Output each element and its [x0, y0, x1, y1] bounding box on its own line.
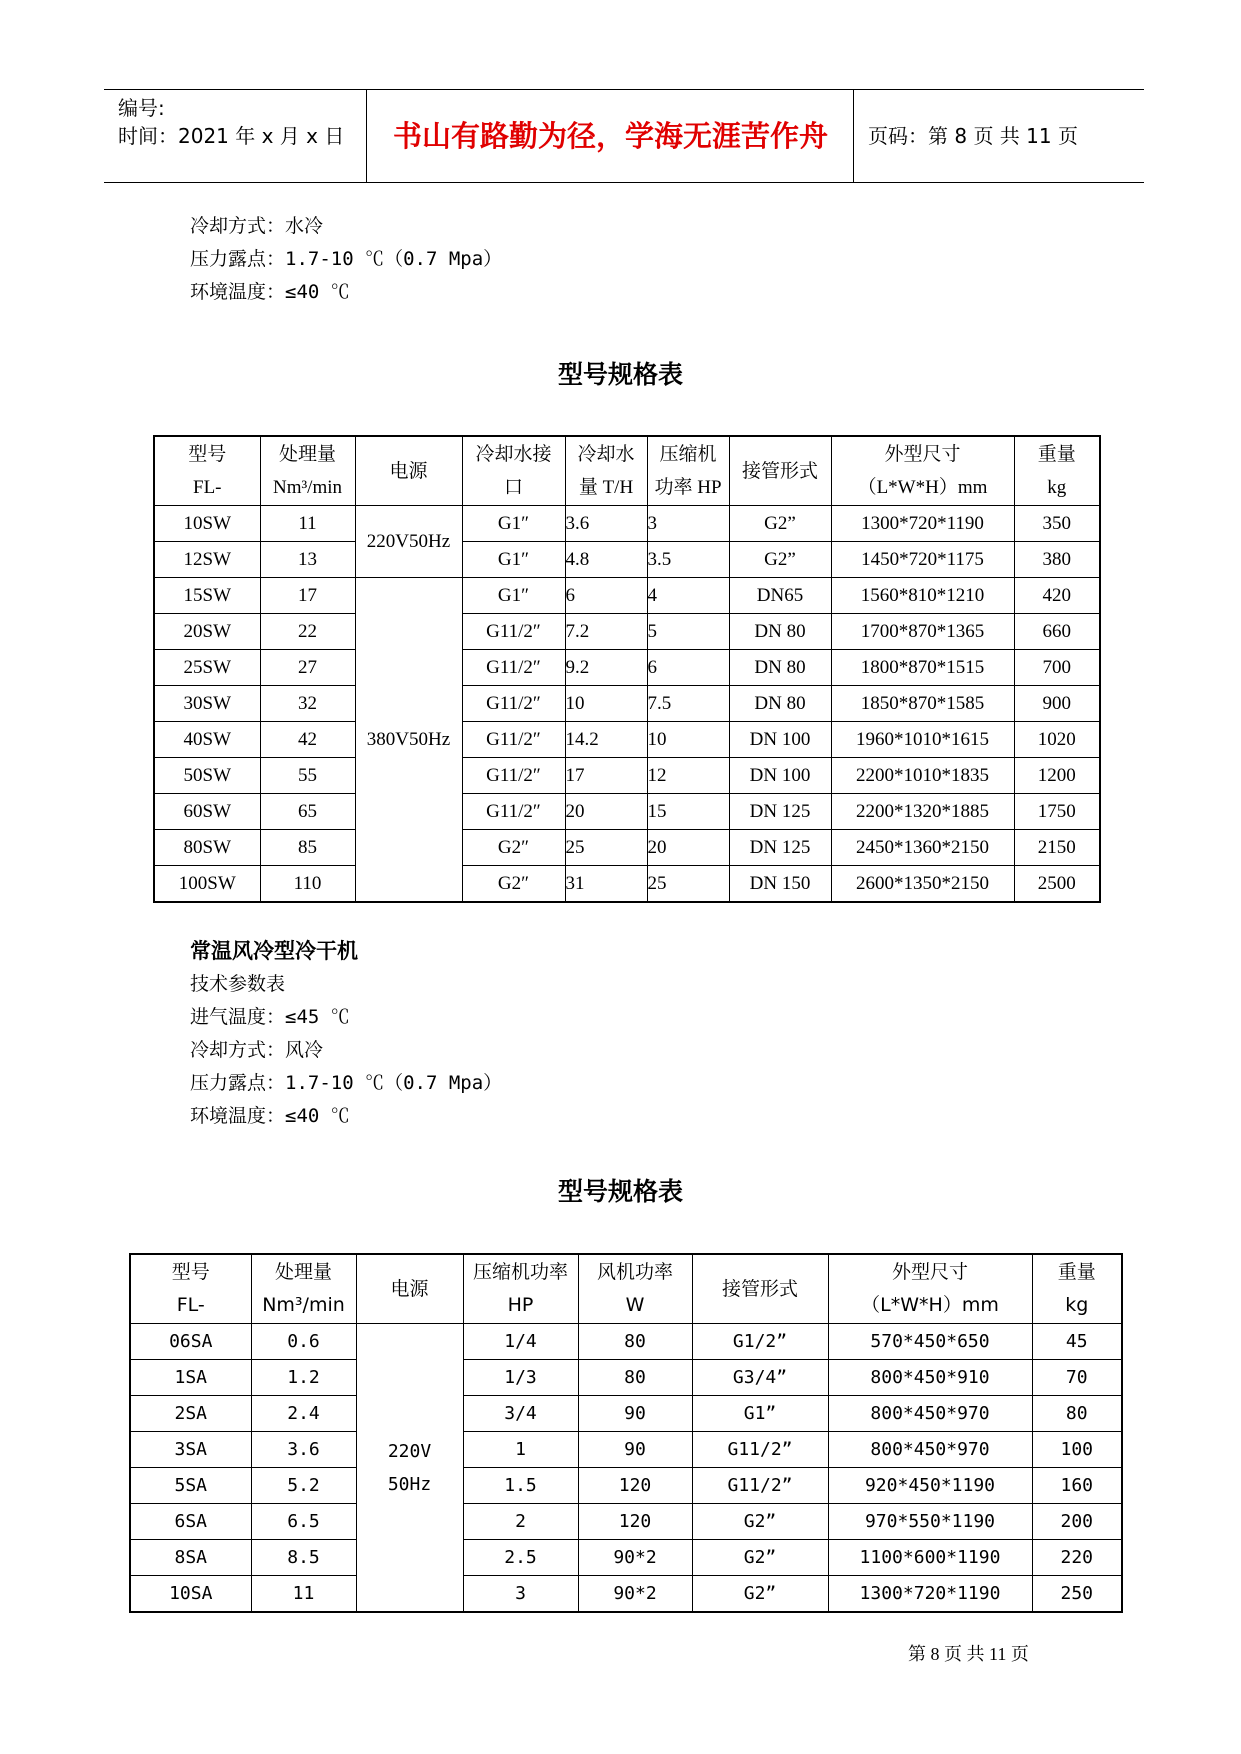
table-row	[130, 1324, 1122, 1360]
header-cell-line: 压缩机功率	[472, 1261, 568, 1283]
cell-water-flow: 31	[565, 866, 647, 903]
cell-power	[356, 1324, 463, 1613]
cell-fan-power: 90	[578, 1396, 692, 1432]
header-cell-line: HP	[507, 1294, 534, 1316]
header-cell-line: （L*W*H）mm	[857, 477, 988, 498]
cell-size: 920*450*1190	[828, 1468, 1032, 1504]
cell-power: 380V50Hz	[355, 578, 462, 903]
cell-weight: 200	[1032, 1504, 1122, 1540]
cell-water-flow: 25	[565, 830, 647, 866]
cell-weight: 100	[1032, 1432, 1122, 1468]
header-cell	[355, 436, 462, 506]
cell-model: 80SW	[154, 830, 260, 866]
cell-compressor-hp: 3	[647, 506, 729, 542]
cell-model: 40SW	[154, 722, 260, 758]
cell-weight: 1200	[1014, 758, 1100, 794]
header-cell-line: FL-	[176, 1294, 205, 1316]
cell-weight: 350	[1014, 506, 1100, 542]
param-line: 压力露点：1.7-10 ℃（0.7 Mpa）	[190, 248, 503, 270]
cell-fan-power: 90*2	[578, 1540, 692, 1576]
header-cell-line: 外型尺寸	[884, 444, 961, 465]
header-cell-line: （L*W*H）mm	[861, 1294, 999, 1316]
cell-water-port: G11/2″	[462, 614, 565, 650]
cell-size: 800*450*970	[828, 1396, 1032, 1432]
header-cell-line: 电源	[390, 1277, 429, 1300]
table-row	[154, 686, 1100, 722]
cell-compressor-hp: 12	[647, 758, 729, 794]
cell-pipe: G11/2”	[692, 1468, 828, 1504]
cell-water-port: G2″	[462, 830, 565, 866]
cell-water-flow: 3.6	[565, 506, 647, 542]
param-line: 环境温度：≤40 ℃	[190, 281, 350, 303]
cell-compressor-hp: 6	[647, 650, 729, 686]
cell-weight: 420	[1014, 578, 1100, 614]
cell-compressor-hp: 3.5	[647, 542, 729, 578]
cell-fan-power: 120	[578, 1468, 692, 1504]
cell-model: 30SW	[154, 686, 260, 722]
header-divider	[366, 90, 367, 182]
cell-model: 10SW	[154, 506, 260, 542]
cell-flow: 8.5	[251, 1540, 356, 1576]
cell-weight: 380	[1014, 542, 1100, 578]
cell-flow: 13	[260, 542, 355, 578]
cell-pipe: DN65	[729, 578, 831, 614]
header-cell-line: kg	[1047, 477, 1067, 498]
power-line: 50Hz	[387, 1473, 432, 1495]
cell-size: 1850*870*1585	[831, 686, 1014, 722]
cell-weight: 900	[1014, 686, 1100, 722]
spec-table-air-cooled	[129, 1253, 1123, 1613]
cell-flow: 0.6	[251, 1324, 356, 1360]
header-cell-line: 口	[503, 477, 523, 498]
cell-pipe: DN 125	[729, 830, 831, 866]
header-cell	[831, 436, 1014, 506]
cell-compressor-hp: 3	[463, 1576, 578, 1613]
header-cell	[130, 1254, 251, 1324]
section1-params	[190, 210, 502, 309]
header-cell-line: 冷却水接	[475, 444, 552, 465]
cell-water-port: G2″	[462, 866, 565, 903]
table-row	[130, 1504, 1122, 1540]
header-cell	[154, 436, 260, 506]
cell-fan-power: 80	[578, 1360, 692, 1396]
cell-flow: 5.2	[251, 1468, 356, 1504]
cell-flow: 22	[260, 614, 355, 650]
header-cell-line: 压缩机	[659, 444, 717, 465]
param-line: 冷却方式：水冷	[190, 215, 324, 237]
cell-fan-power: 120	[578, 1504, 692, 1540]
cell-flow: 11	[260, 506, 355, 542]
cell-water-port: G1″	[462, 542, 565, 578]
table-row	[154, 542, 1100, 578]
cell-model: 10SA	[130, 1576, 251, 1613]
cell-flow: 3.6	[251, 1432, 356, 1468]
cell-model: 06SA	[130, 1324, 251, 1360]
cell-model: 25SW	[154, 650, 260, 686]
cell-weight: 80	[1032, 1396, 1122, 1432]
cell-water-flow: 20	[565, 794, 647, 830]
table-header-row	[130, 1254, 1122, 1324]
param-line: 环境温度：≤40 ℃	[190, 1105, 350, 1127]
cell-size: 2600*1350*2150	[831, 866, 1014, 903]
table-row	[130, 1540, 1122, 1576]
table-row	[154, 614, 1100, 650]
header-cell	[578, 1254, 692, 1324]
table-row	[130, 1468, 1122, 1504]
header-cell	[1032, 1254, 1122, 1324]
cell-compressor-hp: 2	[463, 1504, 578, 1540]
table-row	[130, 1432, 1122, 1468]
cell-fan-power: 90	[578, 1432, 692, 1468]
header-cell-line: 量 T/H	[578, 477, 634, 498]
header-cell	[260, 436, 355, 506]
cell-model: 12SW	[154, 542, 260, 578]
cell-water-port: G11/2″	[462, 794, 565, 830]
cell-size: 800*450*970	[828, 1432, 1032, 1468]
cell-pipe: DN 100	[729, 722, 831, 758]
cell-weight: 700	[1014, 650, 1100, 686]
cell-model: 20SW	[154, 614, 260, 650]
header-cell-line: Nm³/min	[262, 1294, 345, 1316]
cell-water-port: G11/2″	[462, 686, 565, 722]
table-row	[154, 794, 1100, 830]
header-divider	[853, 90, 854, 182]
cell-size: 1700*870*1365	[831, 614, 1014, 650]
section2-heading: 常温风冷型冷干机	[190, 939, 358, 963]
cell-model: 3SA	[130, 1432, 251, 1468]
header-cell-line: 接管形式	[741, 460, 818, 482]
cell-power: 220V50Hz	[355, 506, 462, 578]
power-line: 220V	[387, 1440, 432, 1462]
cell-pipe: G2”	[692, 1576, 828, 1613]
header-cell-line: 处理量	[274, 1261, 332, 1283]
cell-pipe: DN 100	[729, 758, 831, 794]
table-row	[130, 1360, 1122, 1396]
param-line: 冷却方式：风冷	[190, 1039, 324, 1061]
cell-compressor-hp: 1.5	[463, 1468, 578, 1504]
cell-pipe: G3/4”	[692, 1360, 828, 1396]
cell-water-flow: 6	[565, 578, 647, 614]
cell-pipe: G1”	[692, 1396, 828, 1432]
time-label: 时间：2021 年 x 月 x 日	[118, 124, 345, 148]
cell-weight: 2500	[1014, 866, 1100, 903]
cell-model: 2SA	[130, 1396, 251, 1432]
cell-size: 1800*870*1515	[831, 650, 1014, 686]
cell-model: 5SA	[130, 1468, 251, 1504]
table2-title: 型号规格表	[557, 1177, 683, 1206]
header-cell-line: W	[625, 1294, 645, 1316]
cell-pipe: DN 80	[729, 650, 831, 686]
cell-compressor-hp: 5	[647, 614, 729, 650]
page-header	[104, 89, 1144, 183]
header-cell	[356, 1254, 463, 1324]
cell-water-port: G1″	[462, 506, 565, 542]
cell-compressor-hp: 2.5	[463, 1540, 578, 1576]
cell-size: 1450*720*1175	[831, 542, 1014, 578]
table-header-row	[154, 436, 1100, 506]
cell-weight: 70	[1032, 1360, 1122, 1396]
cell-weight: 160	[1032, 1468, 1122, 1504]
cell-weight: 45	[1032, 1324, 1122, 1360]
header-cell-line: 处理量	[278, 444, 336, 465]
header-cell-line: 接管形式	[721, 1277, 798, 1300]
cell-fan-power: 90*2	[578, 1576, 692, 1613]
header-cell	[1014, 436, 1100, 506]
header-cell-line: 电源	[389, 460, 428, 482]
table-row	[154, 758, 1100, 794]
cell-pipe: DN 150	[729, 866, 831, 903]
cell-size: 1300*720*1190	[828, 1576, 1032, 1613]
cell-pipe: G2”	[692, 1540, 828, 1576]
header-motto: 书山有路勤为径，学海无涯苦作舟	[392, 119, 828, 153]
cell-flow: 55	[260, 758, 355, 794]
cell-size: 1100*600*1190	[828, 1540, 1032, 1576]
cell-flow: 42	[260, 722, 355, 758]
cell-flow: 110	[260, 866, 355, 903]
cell-model: 50SW	[154, 758, 260, 794]
cell-compressor-hp: 4	[647, 578, 729, 614]
cell-water-port: G11/2″	[462, 758, 565, 794]
cell-water-port: G1″	[462, 578, 565, 614]
header-page-label: 页码：第 8 页 共 11 页	[868, 124, 1078, 148]
table-row	[154, 866, 1100, 903]
cell-flow: 32	[260, 686, 355, 722]
header-cell-line: 功率 HP	[654, 477, 722, 498]
cell-compressor-hp: 20	[647, 830, 729, 866]
header-cell-line: 型号	[188, 444, 227, 465]
cell-compressor-hp: 15	[647, 794, 729, 830]
cell-pipe: G2”	[729, 506, 831, 542]
page-footer: 第 8 页 共 11 页	[908, 1644, 1029, 1664]
cell-water-port: G11/2″	[462, 722, 565, 758]
cell-fan-power: 80	[578, 1324, 692, 1360]
cell-water-flow: 10	[565, 686, 647, 722]
header-cell	[828, 1254, 1032, 1324]
cell-size: 970*550*1190	[828, 1504, 1032, 1540]
header-cell	[462, 436, 565, 506]
cell-size: 800*450*910	[828, 1360, 1032, 1396]
header-cell-line: 重量	[1037, 444, 1076, 465]
cell-flow: 1.2	[251, 1360, 356, 1396]
header-cell-line: 重量	[1057, 1261, 1096, 1283]
cell-weight: 1750	[1014, 794, 1100, 830]
header-cell-line: Nm³/min	[272, 477, 343, 498]
cell-flow: 85	[260, 830, 355, 866]
table1-title: 型号规格表	[557, 360, 683, 389]
cell-pipe: DN 80	[729, 686, 831, 722]
header-cell-line: FL-	[193, 477, 222, 498]
cell-pipe: G2”	[692, 1504, 828, 1540]
header-cell	[729, 436, 831, 506]
cell-pipe: G11/2”	[692, 1432, 828, 1468]
table-row	[154, 506, 1100, 542]
table-row	[154, 722, 1100, 758]
cell-model: 1SA	[130, 1360, 251, 1396]
header-cell	[647, 436, 729, 506]
header-cell-line: 风机功率	[596, 1261, 673, 1283]
cell-pipe: DN 80	[729, 614, 831, 650]
cell-weight: 660	[1014, 614, 1100, 650]
header-cell	[692, 1254, 828, 1324]
cell-compressor-hp: 10	[647, 722, 729, 758]
param-line: 进气温度：≤45 ℃	[190, 1006, 350, 1028]
cell-flow: 2.4	[251, 1396, 356, 1432]
cell-weight: 2150	[1014, 830, 1100, 866]
cell-size: 2200*1320*1885	[831, 794, 1014, 830]
cell-pipe: G2”	[729, 542, 831, 578]
cell-compressor-hp: 25	[647, 866, 729, 903]
cell-flow: 17	[260, 578, 355, 614]
cell-compressor-hp: 1	[463, 1432, 578, 1468]
cell-water-flow: 9.2	[565, 650, 647, 686]
cell-size: 1560*810*1210	[831, 578, 1014, 614]
header-cell-line: 冷却水	[577, 444, 635, 465]
cell-model: 6SA	[130, 1504, 251, 1540]
cell-water-flow: 17	[565, 758, 647, 794]
header-cell-line: kg	[1065, 1294, 1089, 1316]
cell-size: 2450*1360*2150	[831, 830, 1014, 866]
cell-pipe: G1/2”	[692, 1324, 828, 1360]
spec-table-water-cooled	[153, 435, 1101, 903]
table-row	[154, 578, 1100, 614]
header-cell	[565, 436, 647, 506]
table-row	[154, 650, 1100, 686]
cell-size: 1300*720*1190	[831, 506, 1014, 542]
cell-size: 2200*1010*1835	[831, 758, 1014, 794]
cell-weight: 220	[1032, 1540, 1122, 1576]
header-meta	[118, 94, 344, 150]
cell-flow: 65	[260, 794, 355, 830]
cell-flow: 11	[251, 1576, 356, 1613]
cell-model: 100SW	[154, 866, 260, 903]
cell-flow: 6.5	[251, 1504, 356, 1540]
cell-water-flow: 4.8	[565, 542, 647, 578]
cell-water-flow: 14.2	[565, 722, 647, 758]
cell-pipe: DN 125	[729, 794, 831, 830]
param-line: 技术参数表	[190, 973, 286, 995]
cell-water-flow: 7.2	[565, 614, 647, 650]
cell-compressor-hp: 1/3	[463, 1360, 578, 1396]
cell-weight: 250	[1032, 1576, 1122, 1613]
cell-compressor-hp: 1/4	[463, 1324, 578, 1360]
header-cell	[251, 1254, 356, 1324]
cell-compressor-hp: 3/4	[463, 1396, 578, 1432]
cell-weight: 1020	[1014, 722, 1100, 758]
cell-size: 570*450*650	[828, 1324, 1032, 1360]
table-row	[154, 830, 1100, 866]
section2-params	[190, 935, 502, 1133]
table-row	[130, 1576, 1122, 1613]
header-cell	[463, 1254, 578, 1324]
cell-size: 1960*1010*1615	[831, 722, 1014, 758]
param-line: 压力露点：1.7-10 ℃（0.7 Mpa）	[190, 1072, 503, 1094]
cell-water-port: G11/2″	[462, 650, 565, 686]
cell-model: 60SW	[154, 794, 260, 830]
header-cell-line: 型号	[171, 1261, 210, 1283]
header-cell-line: 外型尺寸	[891, 1261, 968, 1283]
cell-model: 15SW	[154, 578, 260, 614]
table-row	[130, 1396, 1122, 1432]
cell-model: 8SA	[130, 1540, 251, 1576]
cell-compressor-hp: 7.5	[647, 686, 729, 722]
number-label: 编号:	[118, 96, 165, 120]
cell-flow: 27	[260, 650, 355, 686]
